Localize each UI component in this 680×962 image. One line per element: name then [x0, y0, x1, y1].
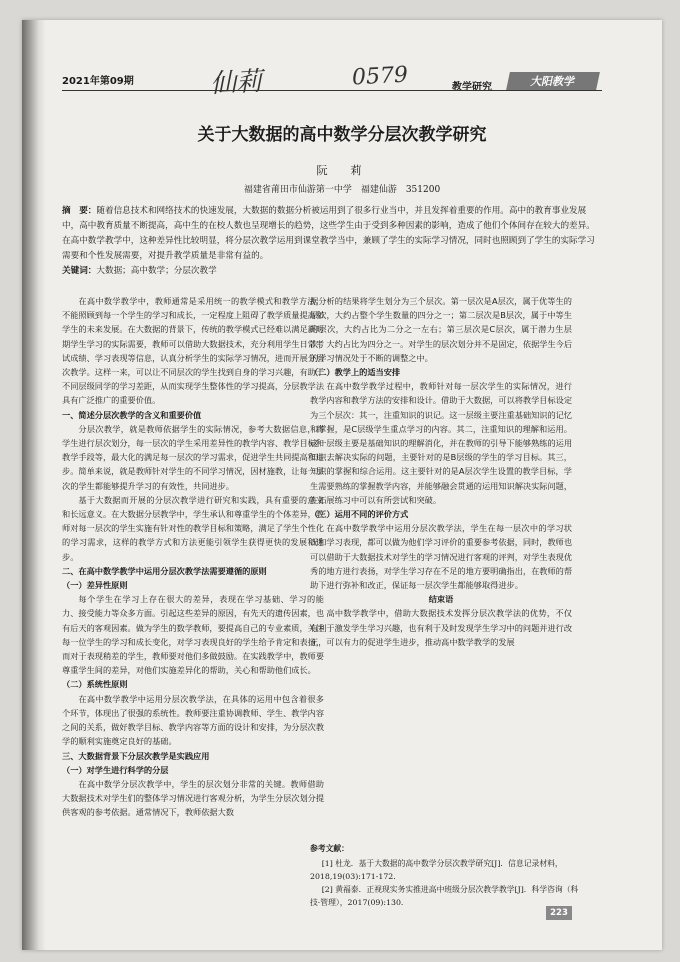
section-heading: 三、大数据背景下分层次教学是实践应用 [62, 750, 210, 761]
section-heading: （一）对学生进行科学的分层 [62, 764, 169, 775]
references [310, 842, 580, 909]
article-author: 阮 莉 [316, 164, 368, 177]
header-rule [62, 90, 602, 91]
journal-page [22, 20, 662, 950]
paragraph: 高中数学教学中，借助大数据技术发挥分层次教学法的优势，不仅有利于激发学生学习兴趣，也有利于及时发现学生学习中的问题并进行改正，可以有力的促进学生进步，推动高中数学教学的发展 [310, 608, 573, 647]
section-label: 教学研究 [452, 82, 492, 93]
keywords [62, 264, 602, 279]
section-heading: 二、在高中数学教学中运用分层次教学法需要遵循的原则 [62, 565, 267, 576]
abstract [62, 204, 602, 279]
page-number: 223 [546, 906, 572, 920]
section-heading: 结束语 [428, 594, 454, 605]
binding-shadow [22, 20, 46, 950]
section-heading: （三）运用不同的评价方式 [310, 509, 409, 520]
abstract-label: 摘 要： [62, 206, 97, 216]
left-column [62, 294, 324, 820]
abstract-text: 随着信息技术和网络技术的快速发展，大数据的数据分析被运用到了很多行业当中，并且发挥着重要的作用。高中的教育事业发展中，高中教育质量不断提高，高中生的在校人数也呈现增长的趋势，这些学生由于受到多种因素的影响，造成了他们个体间存在较大的差异。在高中数学教学中，这种差异性比较明显，将分层次教学运用到课堂教学当中，兼顾了学生的实际学习情况，同时也照顾到了学生的实际学习需要和个性发展需要，对提升教学质量是非常有益的。 [62, 206, 595, 261]
reference-item: [2] 黄福泰．正视现实务实推进高中班级分层次教学教学[J]．科学咨询（科技·管理），2017(09):130. [310, 885, 579, 907]
references-title: 参考文献： [310, 844, 349, 853]
handwritten-note-name: 仙莉 [209, 66, 263, 100]
handwritten-note-number: 0579 [351, 62, 409, 91]
author-affiliation: 福建省莆田市仙游第一中学 福建仙游 351200 [243, 185, 441, 195]
paragraph: 在高中数学教学中，教师通常是采用统一的教学模式和教学方法，不能照顾到每一个学生的学习和成长，一定程度上阻碍了教学质量提高和学生的未来发展。在大数据的背景下，传统的教学模式已经难以满足新时期学生学习的实际需要，教师可以借助大数据技术，充分利用学生日常考试成绩、学习表现等信息，认真分析学生的实际学习情况，进而开展分层次教学。这样一来，可以让不同层次的学生找到自身的学习兴趣，有助于不同层级同学的学习差距，从而实现学生整体性的学习提高，分层教学法具有广泛推广的重要价值。 [62, 296, 325, 406]
section-heading: 一、简述分层次教学的含义和重要价值 [62, 409, 202, 420]
references-list [310, 857, 580, 909]
paragraph: 据分析的结果将学生划分为三个层次。第一层次是A层次，属于优等生的层次，大约占整个学生数量的四分之一；第二层次是B层次，属于中等生的层次，大约占比为二分之一左右；第三层次是C层次，属于潜力生层次，大约占比为四分之一。对学生的层次划分并不是固定，依据学生今后的学习情况处于不断的调整之中。 [310, 296, 573, 363]
reference-item: [1] 杜龙．基于大数据的高中数学分层次教学研究[J]．信息记录材料，2018,19(03):171-172. [310, 859, 563, 881]
section-heading: （一）差异性原则 [62, 580, 128, 591]
paragraph: 在高中数学教学中运用分层次教学法，学生在每一层次中的学习状况和学习表现，都可以做为他们学习评价的重要参考依据，同时，教师也可以借助于大数据技术对学生的学习情况进行客观的评判，对学生表现优秀的地方进行表扬，对学生学习存在不足的地方要明确指出，在教师的帮助下进行弥补和改正，保证每一层次学生都能够取得进步。 [310, 523, 573, 591]
paragraph: 每个学生在学习上存在很大的差异，表现在学习基础、学习的能力、接受能力等众多方面。引起这些差异的原因，有先天的遗传因素，也有后天的客观因素。做为学生的数学教师，要提高自己的专业素质，关注每一位学生的学习和成长变化，对学习表现良好的学生给予肯定和表扬，而对于表现稍差的学生，教师要对他们多做鼓励。在实践教学中，教师要尊重学生间的差异，对他们实施差异化的帮助，关心和帮助他们成长。 [62, 594, 325, 676]
section-tag: 大阳教学 [506, 72, 600, 90]
article-title: 关于大数据的高中数学分层次教学研究 [197, 125, 487, 145]
section-heading: （二）系统性原则 [62, 679, 128, 690]
section-heading: （二）教学上的适当安排 [310, 367, 401, 378]
abstract-summary [62, 204, 602, 264]
paragraph: 在高中数学教学中运用分层次教学法，在具体的运用中包含着很多个环节，体现出了很强的系统性。教师要注重协调教师、学生、教学内容之间的关系，做好教学目标、教学内容等方面的设计和安排，为分层次教学的顺利实施奠定良好的基础。 [62, 693, 325, 747]
keywords-text: 大数据；高中数学；分层次教学 [96, 266, 217, 276]
right-column [310, 294, 572, 649]
paragraph: 在高中数学教学过程中，教师针对每一层次学生的实际情况，进行教学内容和教学方法的安排和设计。借助于大数据，可以将教学目标设定为三个层次：其一，注重知识的识记。这一层级主要注重基础知识的记忆和掌握，是C层级学生重点学习的内容。其二，注重知识的理解和运用。这一层级主要是基础知识的理解消化，并在教师的引导下能够熟练的运用知识去解决实际的问题，主要针对的是B层级的学生的学习目标。其三，知识的掌握和综合运用。这主要针对的是A层次学生设置的教学目标，学生需要熟练的掌握教学内容，并能够融会贯通的运用知识解决实际问题，在拓展练习中可以有所尝试和突破。 [310, 381, 573, 505]
paragraph: 基于大数据而开展的分层次教学进行研究和实践，具有重要的意义和长远意义。在大数据分层教学中，学生承认和尊重学生的个体差异，教师对每一层次的学生实施有针对性的教学目标和策略，满足了学生个性化的学习需求，这样的教学方式和方法更能引领学生获得更快的发展和进步。 [62, 494, 325, 562]
paragraph: 在高中数学分层次教学中，学生的层次划分非常的关键。教师借助大数据技术对学生们的整体学习情况进行客观分析，为学生分层次划分提供客观的参考依据。通常情况下，教师依据大数 [62, 778, 325, 818]
keywords-label: 关键词： [62, 266, 97, 276]
issue-label: 2021年第09期 [62, 76, 134, 87]
paragraph: 分层次教学，就是教师依据学生的实际情况，参考大数据信息，将学生进行层次划分，每一层次的学生采用差异性的教学内容、教学目标和教学手段等，最大化的满足每一层次的学习需求，促进学生共同提高和进步。简单来说，就是教师针对学生的不同学习情况，因材施教，让每一层次的学生都能够提升学习的有效性，共同进步。 [62, 423, 325, 491]
